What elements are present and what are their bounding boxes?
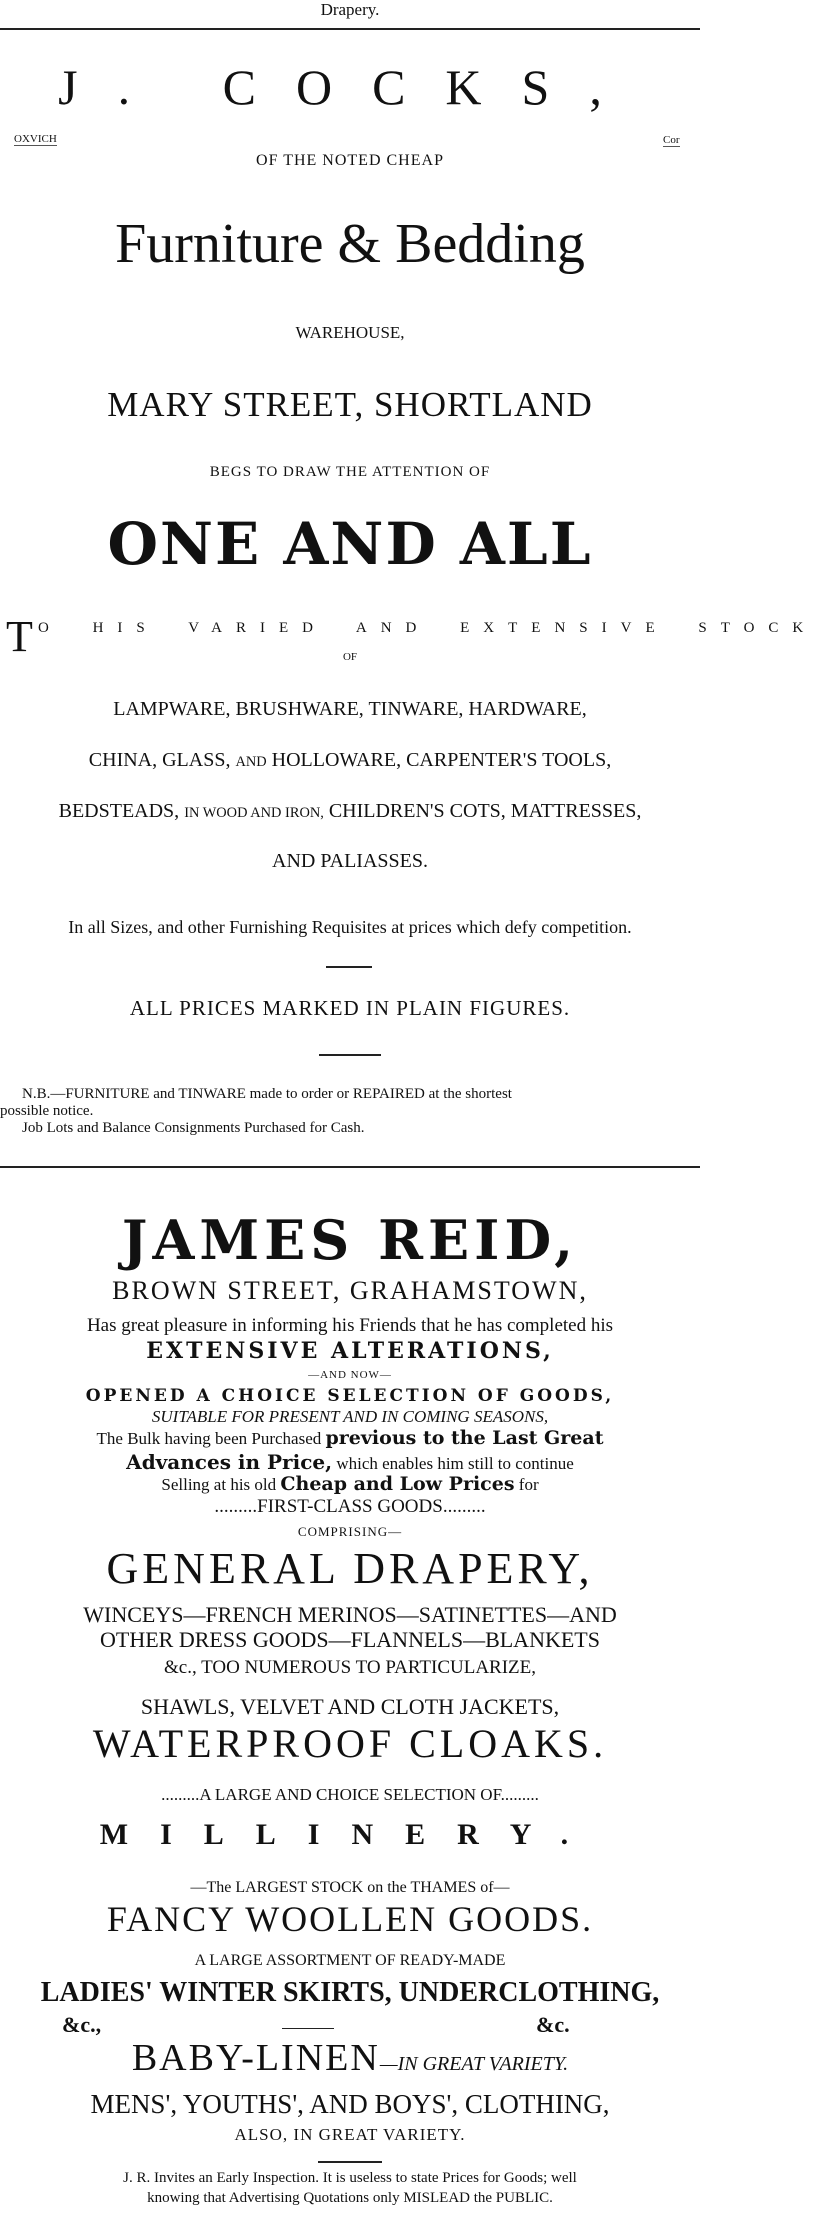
etc-dash bbox=[282, 2028, 334, 2029]
etc-right: &c. bbox=[536, 2012, 570, 2037]
enables-him: which enables him still to continue bbox=[336, 1454, 574, 1473]
large-assortment: A LARGE ASSORTMENT OF READY-MADE bbox=[194, 1952, 506, 1969]
stamp-right: Cor bbox=[663, 134, 680, 146]
previous-to: previous to the Last Great bbox=[325, 1427, 604, 1449]
bedsteads: BEDSTEADS, bbox=[58, 800, 180, 822]
bedsteads-line bbox=[0, 800, 700, 823]
china-line bbox=[0, 749, 700, 772]
baby-linen: BABY-LINEN bbox=[131, 2037, 380, 2079]
short-rule-3 bbox=[318, 2161, 382, 2163]
bulk-text: The Bulk having been Purchased bbox=[96, 1429, 322, 1448]
too-numerous: &c., TOO NUMEROUS TO PARTICULARIZE, bbox=[163, 1657, 537, 1678]
of-the-noted: OF THE NOTED CHEAP bbox=[256, 152, 444, 169]
bulk-line bbox=[0, 1427, 700, 1449]
extensive-alterations: EXTENSIVE ALTERATIONS, bbox=[146, 1338, 554, 1364]
advances-line bbox=[0, 1450, 700, 1474]
brown-street: BROWN STREET, GRAHAMSTOWN, bbox=[112, 1276, 588, 1305]
nb-line-1: N.B.—FURNITURE and TINWARE made to order or REPAIRED at the shortest bbox=[22, 1086, 512, 1102]
short-rule-1 bbox=[326, 966, 372, 968]
and-small: AND bbox=[235, 754, 267, 770]
mary-street: MARY STREET, SHORTLAND bbox=[107, 385, 593, 424]
prices-marked: ALL PRICES MARKED IN PLAIN FIGURES. bbox=[129, 996, 571, 1020]
section-header: Drapery. bbox=[320, 0, 380, 19]
stamp-left: OXVICH bbox=[14, 133, 57, 145]
millinery: MILLINERY. bbox=[99, 1818, 601, 1851]
drop-cap-t: T bbox=[6, 612, 33, 661]
paliasses-line: AND PALIASSES. bbox=[272, 850, 428, 872]
selling-at: Selling at his old bbox=[161, 1475, 277, 1494]
section-divider bbox=[0, 1166, 700, 1168]
advances-in-price: Advances in Price, bbox=[126, 1450, 333, 1474]
ladies-skirts: LADIES' WINTER SKIRTS, UNDERCLOTHING, bbox=[40, 1977, 660, 2008]
short-rule-2 bbox=[319, 1054, 381, 1056]
invites-line-1: J. R. Invites an Early Inspection. It is useless to state Prices for Goods; well bbox=[123, 2170, 577, 2186]
china-glass: CHINA, GLASS, bbox=[88, 749, 231, 771]
of-small: OF bbox=[342, 651, 358, 663]
etc-left: &c., bbox=[62, 2012, 102, 2037]
winceys-line-2: OTHER DRESS GOODS—FLANNELS—BLANKETS bbox=[100, 1627, 600, 1652]
general-drapery: GENERAL DRAPERY, bbox=[106, 1544, 594, 1593]
cheap-low-prices: Cheap and Low Prices bbox=[280, 1473, 515, 1495]
fancy-woollen: FANCY WOOLLEN GOODS. bbox=[106, 1899, 594, 1939]
large-choice: .........A LARGE AND CHOICE SELECTION OF......... bbox=[161, 1785, 539, 1804]
also-in-variety: ALSO, IN GREAT VARIETY. bbox=[234, 2125, 466, 2144]
childrens-cots: CHILDREN'S COTS, MATTRESSES, bbox=[328, 800, 642, 822]
mens-clothing: MENS', YOUTHS', AND BOYS', CLOTHING, bbox=[90, 2089, 610, 2119]
waterproof-cloaks: WATERPROOF CLOAKS. bbox=[92, 1721, 608, 1766]
selling-line bbox=[0, 1473, 700, 1495]
shawls-line: SHAWLS, VELVET AND CLOTH JACKETS, bbox=[140, 1694, 560, 1719]
reid-name: JAMES REID, bbox=[121, 1208, 579, 1272]
cocks-name: J. COCKS, bbox=[58, 59, 642, 115]
lampware-line: LAMPWARE, BRUSHWARE, TINWARE, HARDWARE, bbox=[113, 698, 587, 720]
to-his-varied: O HIS VARIED AND EXTENSIVE STOCK bbox=[38, 620, 817, 636]
comprising: COMPRISING— bbox=[297, 1524, 403, 1539]
largest-stock: —The LARGEST STOCK on the THAMES of— bbox=[190, 1879, 510, 1896]
wood-and-iron: IN WOOD AND IRON, bbox=[184, 805, 324, 821]
holloware: HOLLOWARE, CARPENTER'S TOOLS, bbox=[271, 749, 612, 771]
great-pleasure: Has great pleasure in informing his Friends that he has completed his bbox=[86, 1315, 614, 1336]
first-class-goods: .........FIRST-CLASS GOODS......... bbox=[214, 1496, 486, 1517]
suitable-for: SUITABLE FOR PRESENT AND IN COMING SEASONS, bbox=[151, 1407, 549, 1426]
one-and-all: ONE AND ALL bbox=[107, 510, 593, 578]
warehouse: WAREHOUSE, bbox=[295, 323, 405, 342]
and-now: —AND NOW— bbox=[308, 1369, 392, 1381]
header-rule bbox=[0, 28, 700, 30]
baby-linen-line bbox=[0, 2036, 700, 2080]
in-great-variety: —IN GREAT VARIETY. bbox=[379, 2053, 569, 2075]
opened-selection: OPENED A CHOICE SELECTION OF GOODS, bbox=[85, 1386, 615, 1406]
in-all-sizes: In all Sizes, and other Furnishing Requisites at prices which defy competition. bbox=[68, 917, 632, 937]
furniture-headline: Furniture & Bedding bbox=[115, 213, 585, 275]
nb-line-2: possible notice. bbox=[0, 1103, 94, 1119]
nb-line-3: Job Lots and Balance Consignments Purchased for Cash. bbox=[22, 1120, 365, 1136]
begs-to-draw: BEGS TO DRAW THE ATTENTION OF bbox=[209, 464, 491, 480]
for-word: for bbox=[518, 1475, 539, 1494]
winceys-line-1: WINCEYS—FRENCH MERINOS—SATINETTES—AND bbox=[83, 1602, 617, 1627]
invites-line-2: knowing that Advertising Quotations only MISLEAD the PUBLIC. bbox=[147, 2190, 553, 2206]
